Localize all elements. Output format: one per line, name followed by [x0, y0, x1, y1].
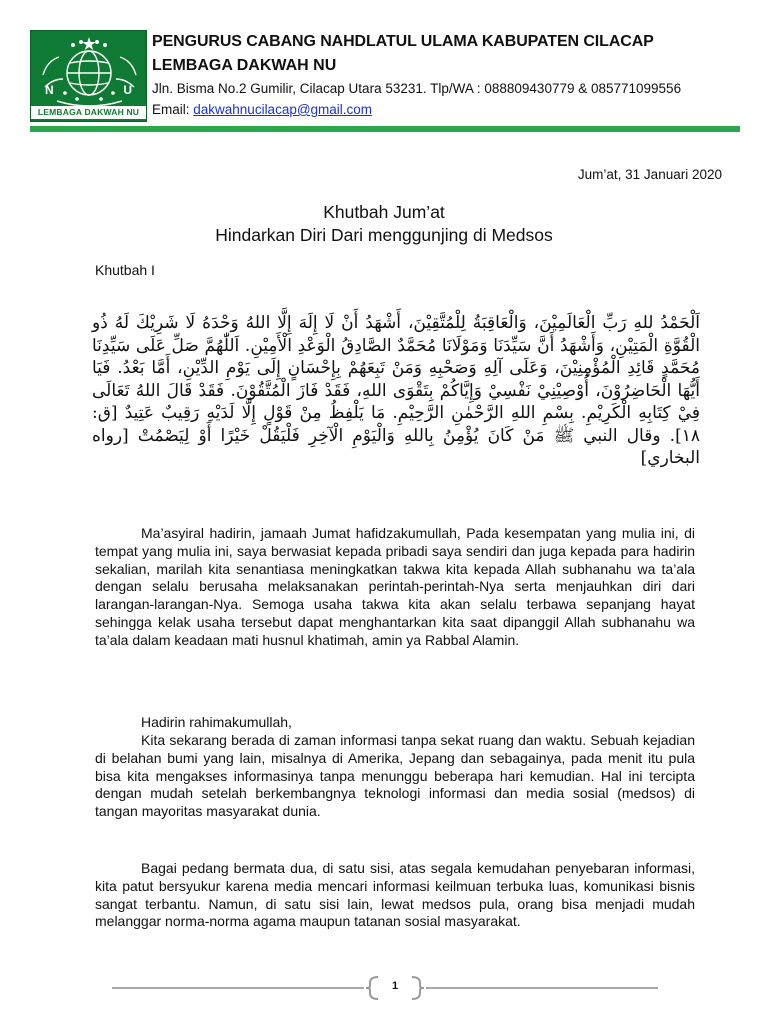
paragraph-3: Bagai pedang bermata dua, di satu sisi, atas segala kemudahan penyebaran informasi, kita patut bersyukur karena media mencari informasi keilmuan terbuka luas, komunikasi bisnis sangat terbantu. Namun, di satu sisi lain, lewat medsos pula, orang bisa menjadi mudah melanggar norma-norma agama maupun tatanan sosial masyarakat.	[95, 860, 695, 930]
document-subtitle: Hindarkan Diri Dari menggunjing di Medsos	[215, 225, 553, 245]
email-link[interactable]: dakwahnucilacap@gmail.com	[193, 102, 373, 117]
arabic-opening-text: اَلْحَمْدُ للهِ رَبِّ الْعَالَمِيْنَ، وَالْعَاقِبَةُ لِلْمُتَّقِيْنَ، أَشْهَدُ أَنْ لَا إِلَهَ إِلَّا اللهُ وَحْدَهُ لَا شَرِيْكَ لَهُ ذُو الْقُوَّةِ الْمَتِيْنِ، وَأَشْهَدُ أَنَّ سَيِّدَنَا وَمَوْلَانَا مُحَمَّدٌ الصَّادِقُ الْوَعْدِ الْأَمِيْنِ. اَللّٰهُمَّ صَلِّ عَلَى سَيِّدِنَا مُحَمَّدٍ قَائِدِ الْمُؤْمِنِيْنَ، وَعَلَى آلِهِ وَصَحْبِهِ وَمَنْ تَبِعَهُمْ بِإِحْسَانٍ إِلَى يَوْمِ الدِّيْنِ، أَمَّا بَعْدُ. فَيَا أَيُّهَا الْحَاضِرُوْنَ، أُوْصِيْنِيْ نَفْسِيْ وَإِيَّاكُمْ بِتَقْوَى اللهِ، فَقَدْ فَازَ الْمُتَّقُوْنَ. فَقَدْ قَالَ اللهُ تَعَالَى فِيْ كِتَابِهِ الْكَرِيْمِ. بِسْمِ اللهِ الرَّحْمٰنِ الرَّحِيْمِ. مَا يَلْفِظُ مِنْ قَوْلٍ إِلَّا لَدَيْهِ رَقِيبٌ عَتِيدٌ [ق: ١٨]. وقال النبي ﷺ مَنْ كَانَ يُؤْمِنُ بِاللهِ وَالْيَوْمِ الْآخِرِ فَلْيَقُلْ خَيْرًا أَوْ لِيَصْمُتْ [رواه البخاري]	[92, 313, 700, 468]
logo-letter-n: N	[45, 83, 54, 97]
section-heading: Khutbah I	[95, 262, 155, 278]
email-label: Email:	[152, 102, 194, 117]
email-line	[152, 102, 372, 117]
footer-rule-right	[426, 987, 658, 989]
address-line: Jln. Bisma No.2 Gumilir, Cilacap Utara 53231. Tlp/WA : 088809430779 & 085771099556	[152, 81, 682, 96]
header-divider	[30, 126, 740, 132]
greeting-line: Hadirin rahimakumullah,	[141, 714, 292, 730]
logo-letter-u: U	[123, 83, 132, 97]
document-title: Khutbah Jum’at	[323, 202, 445, 222]
paragraph-2: Kita sekarang berada di zaman informasi tanpa sekat ruang dan waktu. Sebuah kejadian di belahan bumi yang lain, misalnya di Amerika, Jepang dan sebagainya, pada menit itu pula bisa kita mengakses informasinya tanpa menunggu beberapa hari kemudian. Hal ini tercipta dengan mudah setelah berkembangnya teknologi informasi dan media sosial (medsos) di tangan mayoritas masyarakat dunia.	[95, 732, 695, 820]
document-date: Jum’at, 31 Januari 2020	[577, 167, 722, 182]
organization-name: PENGURUS CABANG NAHDLATUL ULAMA KABUPATEN CILACAP	[152, 33, 654, 50]
logo-caption: LEMBAGA DAKWAH NU	[31, 106, 146, 119]
nu-logo	[30, 30, 147, 122]
institution-name: LEMBAGA DAKWAH NU	[152, 57, 337, 74]
footer-rule-left	[112, 987, 364, 989]
page-number: 1	[391, 980, 399, 992]
paragraph-1: Ma’asyiral hadirin, jamaah Jumat hafidzakumullah, Pada kesempatan yang mulia ini, di tempat yang mulia ini, saya berwasiat kepada pribadi saya sendiri dan juga kepada para hadirin sekalian, marilah kita senantiasa meningkatkan takwa kita kepada Allah subhanahu wa ta’ala dengan selalu berusaha melaksanakan perintah-perintah-Nya serta menjauhkan diri dari larangan-larangan-Nya. Semoga usaha takwa kita akan selalu terbawa sepanjang hayat sehingga kelak usaha tersebut dapat menghantarkan kita saat dipanggil Allah subhanahu wa ta’ala dalam keadaan mati husnul khatimah, amin ya Rabbal Alamin.	[95, 525, 695, 648]
